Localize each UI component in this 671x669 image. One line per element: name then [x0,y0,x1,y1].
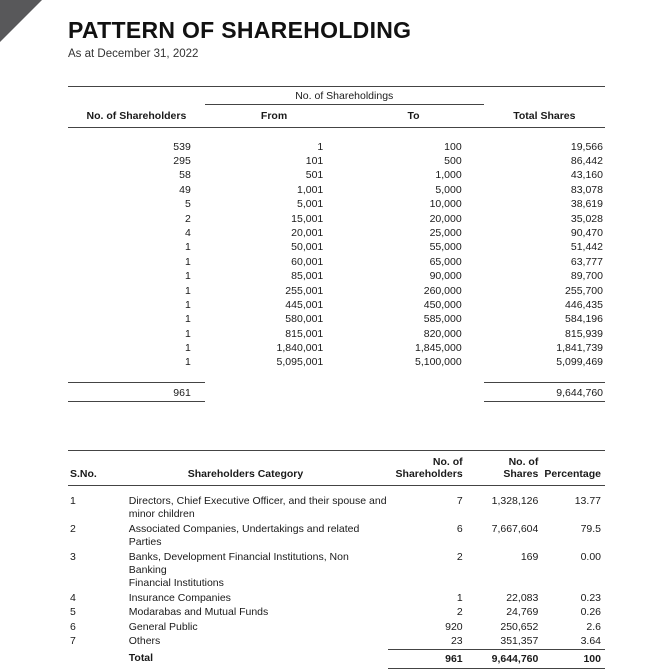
cell-category-line1: General Public [128,620,198,633]
total-percentage: 100 [544,649,605,668]
cell-percentage: 3.64 [580,635,601,648]
col-header-no-of-shareholders-line1: No. of [432,456,463,469]
cell-percentage: 13.77 [574,494,601,507]
spacer-cell [68,370,605,383]
col-header-no-of-shares-line1: No. of [508,456,539,469]
cell-category-line1: Directors, Chief Executive Officer, and their spouse and [128,494,387,507]
table-row [68,140,605,154]
table2-column-header-row [68,451,605,486]
cell-from: 255,001 [285,284,324,297]
cell-category-line1: Others [128,635,161,648]
table-row [68,550,605,591]
cell-shareholders: 1 [184,298,191,311]
cell-from: 60,001 [291,255,324,268]
cell-from: 50,001 [291,241,324,254]
cell-from: 85,001 [291,270,324,283]
cell-shareholders: 49 [179,183,191,196]
cell-shareholders: 920 [445,620,463,633]
cell-shareholders: 1 [456,591,463,604]
table-row [68,284,605,298]
table-row [68,154,605,168]
cell-category [103,635,388,650]
cell-from: 445,001 [285,298,324,311]
col-header-percentage: Percentage [544,451,605,486]
table-row [68,270,605,284]
cell-shares: 351,357 [500,635,539,648]
page-title: PATTERN OF SHAREHOLDING [68,17,412,43]
col-header-no-of-shares-line2: Shares [503,468,539,481]
group-spacer-left [68,87,205,105]
cell-to: 25,000 [429,226,462,239]
cell-total-shares: 19,566 [570,140,603,153]
cell-to: 90,000 [429,270,462,283]
total-shareholders: 961 [388,649,470,668]
cell-shares: 24,769 [506,606,539,619]
cell-total-shares: 1,841,739 [556,342,603,355]
cell-category-line2: Financial Institutions [128,577,224,590]
table-row [68,226,605,240]
cell-category [103,620,388,634]
table-row [68,255,605,269]
cell-category-line1: Insurance Companies [128,591,231,604]
cell-total-shares: 255,700 [565,284,603,297]
cell-total-shares: 446,435 [565,298,603,311]
cell-shareholders: 23 [450,635,463,648]
cell-total-shares: 89,700 [570,270,603,283]
col-header-no-of-shareholders-line2: Shareholders [395,468,463,481]
cell-shareholders: 1 [184,241,191,254]
col-header-no-of-shares [471,451,545,486]
total-shares: 9,644,760 [471,649,545,668]
cell-sno: 3 [70,550,76,563]
cell-sno: 5 [70,606,76,619]
table1-body [68,128,605,402]
cell-to: 10,000 [429,198,462,211]
table1-total-row [68,383,605,402]
cell-shareholders: 58 [179,169,191,182]
cell-shareholders: 1 [184,284,191,297]
cell-to: 1,845,000 [414,342,462,355]
table-row [68,298,605,312]
cell-shares: 7,667,604 [491,522,539,535]
cell-total-shares: 51,442 [570,241,603,254]
table2-total-row [68,649,605,668]
spacer-cell [68,486,605,495]
group-header-shareholdings: No. of Shareholdings [205,87,484,105]
table-row [68,620,605,634]
cell-percentage: 79.5 [580,522,601,535]
cell-from: 20,001 [291,226,324,239]
table1-column-header-row [68,105,605,128]
cell-from: 5,095,001 [276,356,324,369]
cell-to: 65,000 [429,255,462,268]
cell-shareholders: 1 [184,270,191,283]
cell-total-shares: 38,619 [570,198,603,211]
cell-total-shares: 35,028 [570,212,603,225]
cell-shareholders: 5 [184,198,191,211]
cell-category [103,494,388,522]
col-header-total-shares: Total Shares [484,105,605,128]
cell-shareholders: 1 [184,356,191,369]
table2-body [68,486,605,669]
cell-sno: 7 [70,635,76,648]
cell-to: 260,000 [423,284,462,297]
total-sno-blank [68,649,103,668]
cell-percentage: 0.00 [580,550,601,563]
table-row [68,198,605,212]
spacer-row [68,370,605,383]
cell-sno: 6 [70,620,76,633]
cell-to: 20,000 [429,212,462,225]
cell-shareholders: 2 [456,606,463,619]
corner-decoration [0,0,42,42]
table2-header [68,451,605,486]
col-header-from: From [205,105,343,128]
cell-total-shares: 584,196 [565,313,603,326]
cell-total-shares: 90,470 [570,226,603,239]
table-row [68,522,605,550]
table-row [68,327,605,341]
cell-to: 55,000 [429,241,462,254]
cell-shares: 22,083 [506,591,539,604]
cell-shares: 169 [520,550,539,563]
cell-shareholders: 6 [456,522,463,535]
total-label: Total [128,652,154,665]
cell-total-shares: 43,160 [570,169,603,182]
cell-total-shares: 815,939 [565,327,603,340]
cell-percentage: 2.6 [586,620,601,633]
cell-sno: 2 [70,522,76,535]
cell-sno: 1 [70,494,76,507]
col-header-no-of-shareholders [388,451,470,486]
cell-total-shares: 5,099,469 [556,356,603,369]
cell-category [103,550,388,591]
cell-from: 815,001 [285,327,324,340]
cell-to: 585,000 [423,313,462,326]
cell-shareholders: 295 [173,154,191,167]
table-row [68,241,605,255]
cell-shareholders: 539 [173,140,191,153]
cell-from: 5,001 [296,198,324,211]
cell-shares: 250,652 [500,620,539,633]
spacer-cell [68,128,605,141]
cell-shareholders: 1 [184,313,191,326]
total-shares: 9,644,760 [484,383,605,402]
cell-category-line1: Modarabas and Mutual Funds [128,606,269,619]
cell-to: 1,000 [435,169,462,182]
cell-shareholders: 1 [184,342,191,355]
cell-total-shares: 86,442 [570,154,603,167]
table-row [68,356,605,370]
table-row [68,183,605,197]
cell-to: 450,000 [423,298,462,311]
shareholding-distribution-table [68,86,605,402]
table-row [68,169,605,183]
table-row [68,313,605,327]
cell-shares: 1,328,126 [491,494,539,507]
col-header-sno: S.No. [68,451,103,486]
shareholders-category-table [68,450,605,669]
cell-shareholders: 7 [456,494,463,507]
table-row [68,341,605,355]
cell-shareholders: 1 [184,255,191,268]
cell-category-line1: Associated Companies, Undertakings and related Parties [128,522,360,549]
cell-from: 1,840,001 [276,342,324,355]
spacer-row [68,486,605,495]
page-subtitle: As at December 31, 2022 [68,48,199,60]
table-row [68,591,605,605]
cell-total-shares: 83,078 [570,183,603,196]
cell-from: 101 [305,154,324,167]
total-shareholders: 961 [68,383,205,402]
total-to-blank [343,383,483,402]
total-from-blank [205,383,343,402]
cell-from: 1 [317,140,324,153]
cell-to: 500 [444,154,462,167]
cell-category [103,522,388,550]
cell-shareholders: 2 [456,550,463,563]
cell-total-shares: 63,777 [570,255,603,268]
table1-header [68,87,605,128]
cell-to: 5,100,000 [414,356,462,369]
cell-shareholders: 4 [184,226,191,239]
cell-category [103,591,388,605]
cell-percentage: 0.23 [580,591,601,604]
cell-from: 580,001 [285,313,324,326]
cell-category-line1: Banks, Development Financial Institutions, Non Banking [128,550,349,576]
col-header-no-of-shareholders: No. of Shareholders [68,105,205,128]
table1-group-header-row [68,87,605,105]
cell-shareholders: 1 [184,327,191,340]
cell-from: 1,001 [296,183,324,196]
group-spacer-right [484,87,605,105]
cell-category-line2: minor children [128,508,195,521]
cell-sno: 4 [70,591,76,604]
cell-to: 5,000 [435,183,462,196]
table-row [68,635,605,650]
cell-from: 15,001 [291,212,324,225]
cell-percentage: 0.26 [580,606,601,619]
spacer-row [68,128,605,141]
categories-table-wrapper [68,450,605,669]
table-row [68,494,605,522]
cell-to: 100 [444,140,462,153]
cell-shareholders: 2 [184,212,191,225]
cell-to: 820,000 [423,327,462,340]
col-header-to: To [343,105,483,128]
document-page [68,0,605,669]
table-row [68,212,605,226]
col-header-shareholders-category: Shareholders Category [103,451,388,486]
cell-from: 501 [305,169,324,182]
